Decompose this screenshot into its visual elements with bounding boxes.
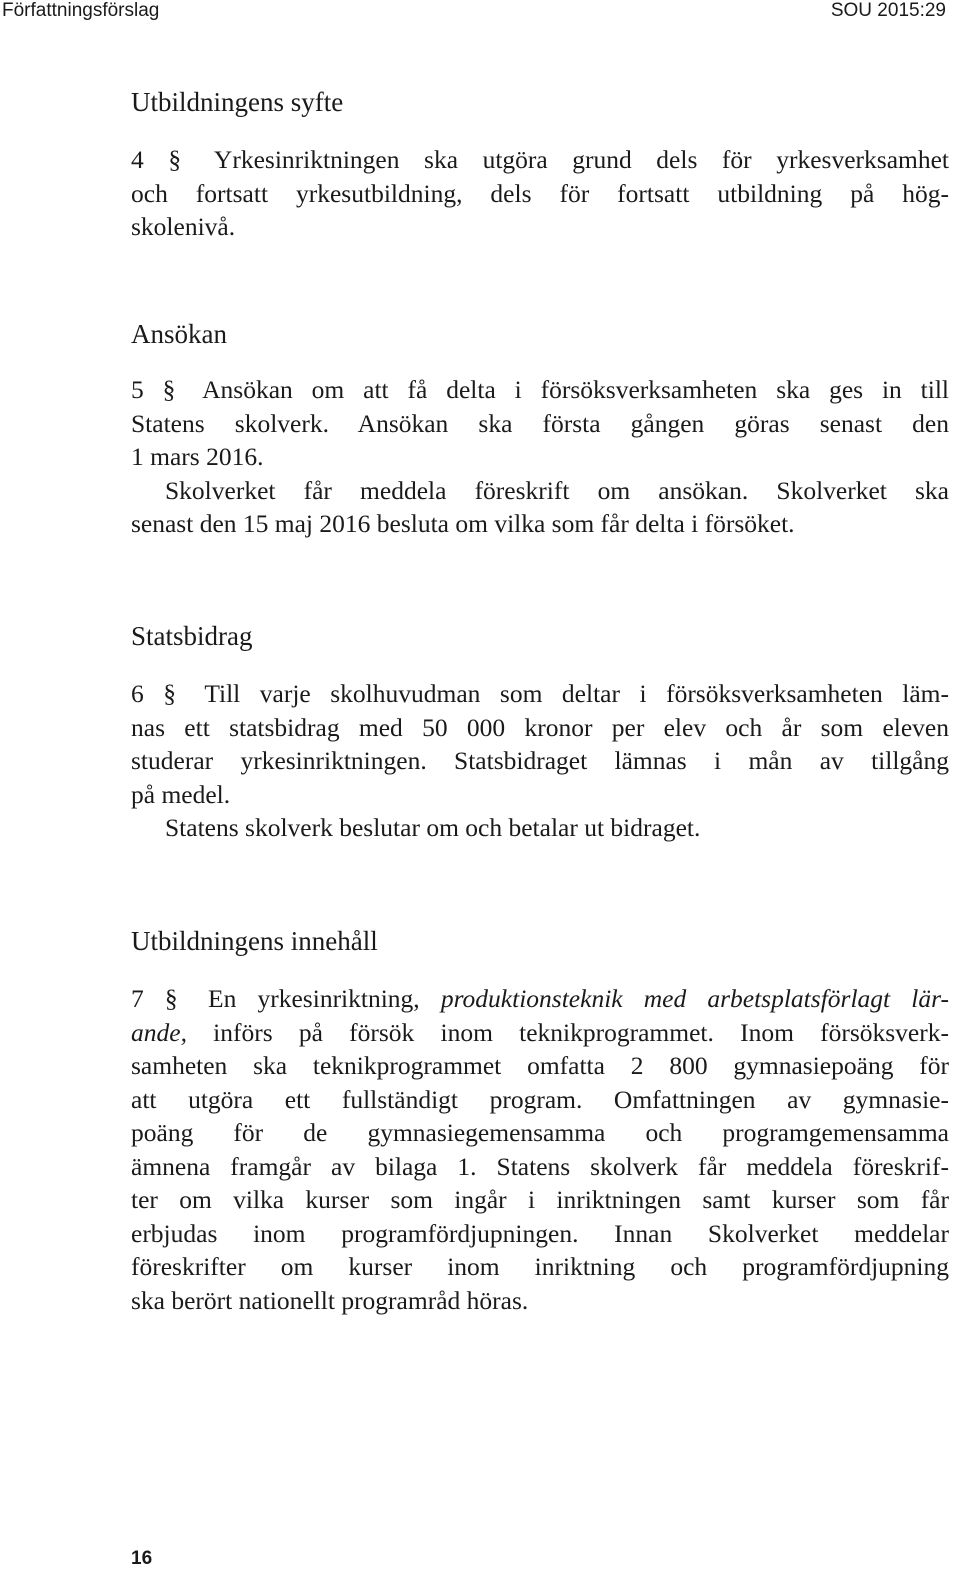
paragraph-line: att utgöra ett fullständigt program. Omfattningen av gymnasie- xyxy=(131,1084,949,1114)
paragraph-line: poäng för de gymnasiegemensamma och programgemensamma xyxy=(131,1118,949,1147)
paragraph-line: Skolverket får meddela föreskrift om ansökan. Skolverket ska xyxy=(165,475,949,505)
section-sign: § xyxy=(163,679,177,708)
heading-statsbidrag: Statsbidrag xyxy=(131,621,253,651)
section-sign: § xyxy=(162,375,176,404)
page-number: 16 xyxy=(131,1548,153,1569)
section-number: 7 xyxy=(131,984,144,1013)
paragraph-line: ska berört nationellt programråd höras. xyxy=(131,1285,529,1315)
paragraph-section-7 xyxy=(131,982,949,1317)
section-number: 6 xyxy=(131,679,144,708)
paragraph-line: nas ett statsbidrag med 50 000 kronor per elev och år som eleven xyxy=(131,712,949,742)
paragraph-line: skolenivå. xyxy=(131,212,236,241)
section-sign: § xyxy=(164,984,178,1013)
section-sign: § xyxy=(168,145,182,174)
paragraph-emphasis: produktionsteknik med arbetsplatsförlagt lär- xyxy=(440,984,949,1013)
paragraph-section-4 xyxy=(131,143,949,244)
paragraph-line: 1 mars 2016. xyxy=(131,442,264,471)
section-number: 5 xyxy=(131,375,144,404)
running-header-right: SOU 2015:29 xyxy=(830,0,946,21)
paragraph-line xyxy=(131,677,949,711)
paragraph-line: föreskrifter om kurser inom inriktning och programfördjupning xyxy=(131,1252,949,1281)
paragraph-section-5 xyxy=(131,373,949,541)
paragraph-section-6 xyxy=(131,677,949,845)
paragraph-line: på medel. xyxy=(131,779,231,809)
heading-ansokan: Ansökan xyxy=(131,319,227,349)
paragraph-text: Yrkesinriktningen ska utgöra grund dels för yrkesverksamhet xyxy=(213,145,949,174)
paragraph-line: Statens skolverk beslutar om och betalar ut bidraget. xyxy=(165,813,701,842)
running-header-left: Författningsförslag xyxy=(2,0,160,21)
running-header xyxy=(0,0,960,26)
paragraph-line: studerar yrkesinriktningen. Statsbidraget lämnas i mån av tillgång xyxy=(131,746,949,775)
paragraph-line xyxy=(131,143,949,177)
paragraph-line: samheten ska teknikprogrammet omfatta 2 800 gymnasiepoäng för xyxy=(131,1051,949,1080)
paragraph-line xyxy=(131,373,949,407)
paragraph-text: Ansökan om att få delta i försöksverksamheten ska ges in till xyxy=(202,375,950,404)
paragraph-line: erbjudas inom programfördjupningen. Innan Skolverket meddelar xyxy=(131,1218,949,1248)
paragraph-text: Till varje skolhuvudman som deltar i försöksverksamheten läm- xyxy=(204,679,950,708)
paragraph-emphasis: ande, xyxy=(131,1017,187,1047)
paragraph-line: senast den 15 maj 2016 besluta om vilka som får delta i försöket. xyxy=(131,509,795,538)
heading-utbildningens-innehall: Utbildningens innehåll xyxy=(131,926,378,956)
heading-utbildningens-syfte: Utbildningens syfte xyxy=(131,87,344,117)
paragraph-line xyxy=(131,982,949,1016)
paragraph-text: införs på försök inom teknikprogrammet. Inom försöksverk- xyxy=(186,1017,949,1047)
paragraph-line xyxy=(131,1016,949,1050)
paragraph-line: och fortsatt yrkesutbildning, dels för fortsatt utbildning på hög- xyxy=(131,178,949,208)
paragraph-line: ämnena framgår av bilaga 1. Statens skolverk får meddela föreskrif- xyxy=(131,1151,949,1181)
paragraph-line: Statens skolverk. Ansökan ska första gången göras senast den xyxy=(131,408,949,438)
paragraph-text: En yrkesinriktning, xyxy=(208,984,441,1013)
paragraph-line: ter om vilka kurser som ingår i inriktningen samt kurser som får xyxy=(131,1185,949,1214)
section-number: 4 xyxy=(131,145,144,174)
